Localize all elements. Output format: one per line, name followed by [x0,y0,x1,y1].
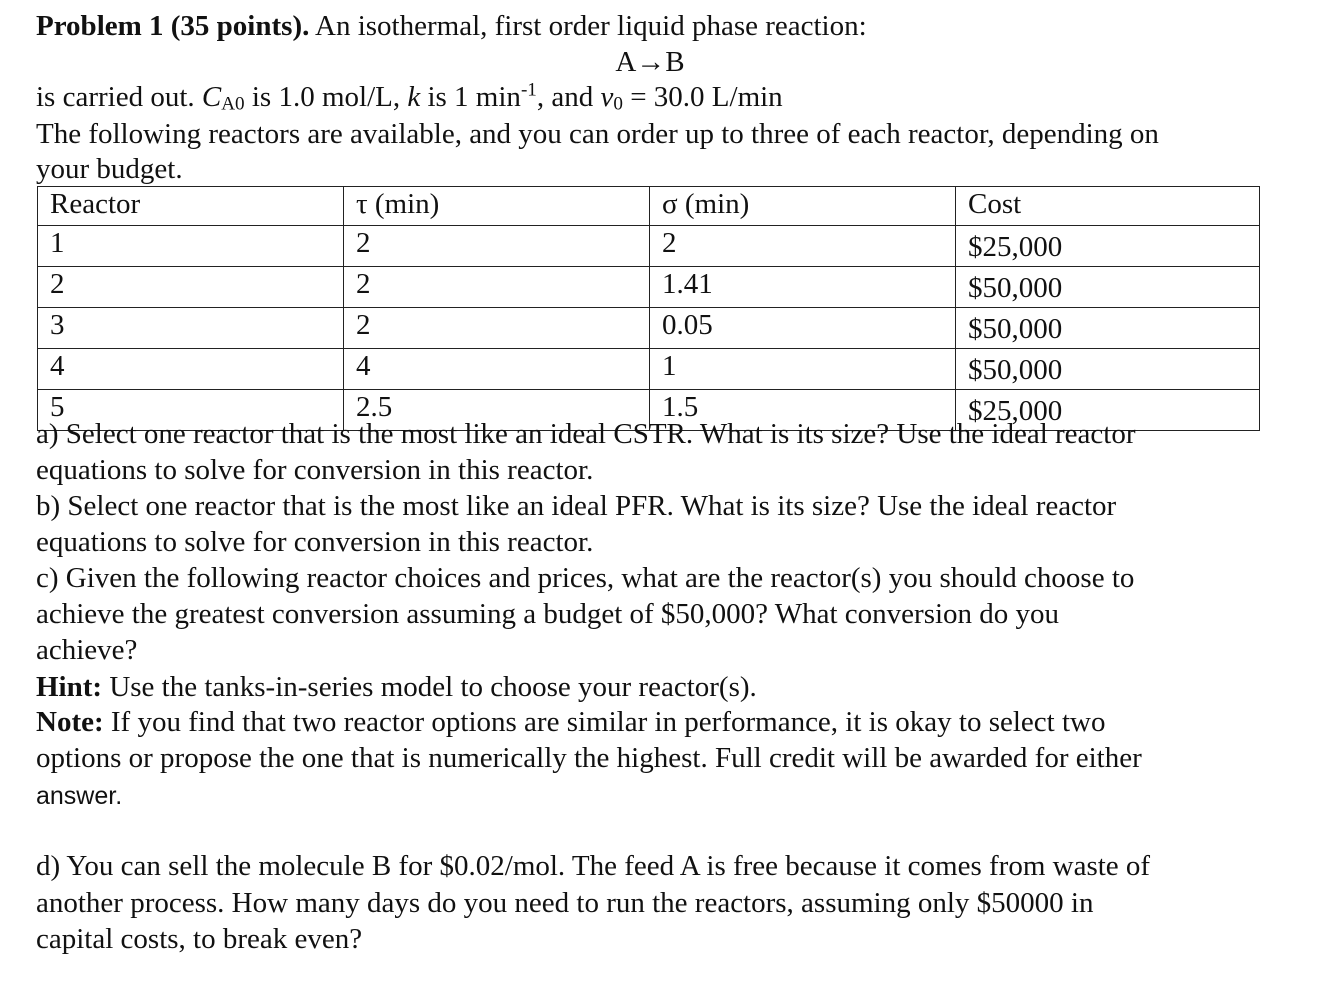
reactor-id: 3 [38,308,344,349]
reactor-id: 1 [38,226,344,267]
question-a-line1: a) Select one reactor that is the most like an ideal CSTR. What is its size? Use the ideal reactor [36,418,1136,450]
cost-value: $50,000 [956,349,1260,390]
question-c-line1: c) Given the following reactor choices and prices, what are the reactor(s) you should choose to [36,562,1135,594]
sigma-value: 1.41 [650,267,956,308]
hint-text: Use the tanks-in-series model to choose your reactor(s). [102,671,757,703]
sigma-value: 1.5 [650,390,956,431]
v0-symbol: v [600,81,614,113]
reactor-id: 2 [38,267,344,308]
tau-value: 2 [344,308,650,349]
sigma-value: 1 [650,349,956,390]
table-row [38,308,1260,349]
reactor-table [37,186,1260,431]
question-d-line2: another process. How many days do you need to run the reactors, assuming only $50000 in [36,887,1094,919]
cost-value: $25,000 [956,226,1260,267]
question-d-line3: capital costs, to break even? [36,923,363,955]
header-reactor: Reactor [38,187,344,226]
note-line2: options or propose the one that is numerically the highest. Full credit will be awarded for either [36,742,1142,774]
sigma-value: 0.05 [650,308,956,349]
tau-value: 2 [344,267,650,308]
problem-heading [36,8,867,44]
note-text: If you find that two reactor options are similar in performance, it is okay to select two [103,706,1106,738]
reaction-equation: A→B [615,46,685,78]
reactor-id: 5 [38,390,344,431]
tau-value: 2.5 [344,390,650,431]
question-b-line2: equations to solve for conversion in this reactor. [36,526,594,558]
problem-title: Problem 1 (35 points). [36,10,310,42]
reaction-conditions: is carried out. $C_{A0}$ is 1.0 mol/L, k is 1 $\min^{-1}$, and $v_0 = 30.0$ L/min [36,79,783,115]
problem-intro: An isothermal, first order liquid phase reaction: [315,10,867,42]
hint-line [36,669,757,705]
k-symbol: k [407,81,421,113]
header-tau: τ (min) [344,187,650,226]
question-b-line1: b) Select one reactor that is the most like an ideal PFR. What is its size? Use the ideal reactor [36,490,1117,522]
question-c-line3: achieve? [36,634,138,666]
note-line3: answer. [36,782,123,810]
table-header-row [38,187,1260,226]
table-row [38,226,1260,267]
cost-value: $50,000 [956,267,1260,308]
question-a-line2: equations to solve for conversion in this reactor. [36,454,594,486]
note-line1 [36,704,1105,740]
question-d-line1: d) You can sell the molecule B for $0.02/mol. The feed A is free because it comes from waste of [36,850,1151,882]
table-row [38,267,1260,308]
table-row [38,349,1260,390]
sigma-value: 2 [650,226,956,267]
cost-value: $25,000 [956,390,1260,431]
hint-label: Hint: [36,671,103,703]
tau-value: 2 [344,226,650,267]
note-label: Note: [36,706,104,738]
reactor-id: 4 [38,349,344,390]
availability-text-line2: your budget. [36,153,183,185]
ca0-symbol: C [201,81,222,113]
cost-value: $50,000 [956,308,1260,349]
header-cost: Cost [956,187,1260,226]
header-sigma: σ (min) [650,187,956,226]
tau-value: 4 [344,349,650,390]
question-c-line2: achieve the greatest conversion assuming a budget of $50,000? What conversion do you [36,598,1060,630]
availability-text-line1: The following reactors are available, and you can order up to three of each reactor, depending on [36,118,1159,150]
